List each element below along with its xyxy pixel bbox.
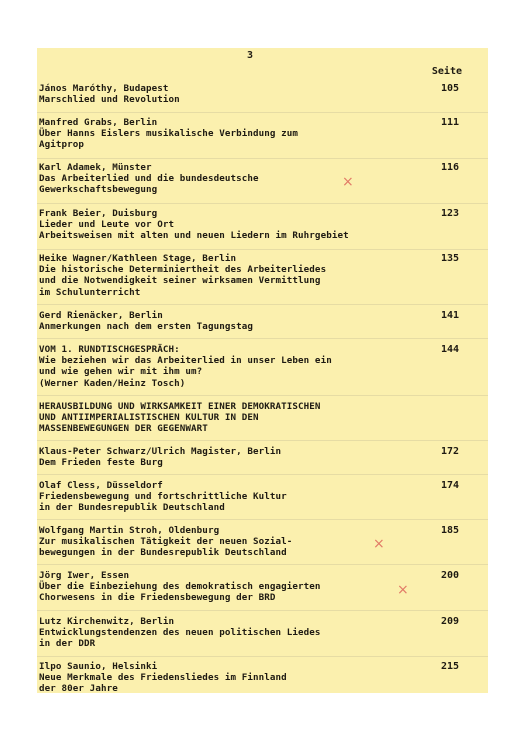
- entry-title-line: der 80er Jahre: [39, 683, 118, 695]
- entry-title-line: Arbeitsweisen mit alten und neuen Liedern im Ruhrgebiet: [39, 230, 349, 242]
- toc-entry: [39, 253, 486, 298]
- entry-title-line: Das Arbeiterlied und die bundesdeutsche: [39, 173, 259, 185]
- entry-separator: [37, 395, 488, 396]
- entry-title-line: Agitprop: [39, 139, 85, 151]
- entry-author: Jörg Iwer, Essen: [39, 570, 130, 581]
- entry-text: [39, 208, 439, 242]
- entry-author: Frank Beier, Duisburg: [39, 208, 158, 219]
- pencil-cross-mark-icon: ×: [342, 174, 354, 190]
- toc-entry: [39, 208, 486, 242]
- entry-title-line: Zur musikalischen Tätigkeit der neuen Sozial-: [39, 536, 293, 548]
- pencil-cross-mark-icon: ×: [373, 536, 385, 552]
- toc-entry: [39, 446, 486, 468]
- entry-text: [39, 401, 439, 435]
- entry-separator: [37, 440, 488, 441]
- toc-section: [39, 401, 486, 435]
- entry-page: 111: [440, 117, 459, 128]
- entry-author: Karl Adamek, Münster: [39, 162, 152, 173]
- toc-entry: [39, 117, 486, 151]
- entry-title-line: und die Notwendigkeit seiner wirksamen Vermittlung: [39, 275, 321, 287]
- entry-title-line: Entwicklungstendenzen des neuen politischen Liedes: [39, 627, 321, 639]
- entry-page: 135: [440, 253, 459, 264]
- entry-separator: [37, 112, 488, 113]
- entry-separator: [37, 158, 488, 159]
- entry-title-line: Dem Frieden feste Burg: [39, 457, 163, 469]
- document-page: [37, 48, 488, 693]
- section-heading: HERAUSBILDUNG UND WIRKSAMKEIT EINER DEMOKRATISCHEN: [39, 401, 321, 412]
- entry-title-line: Anmerkungen nach dem ersten Tagungstag: [39, 321, 253, 333]
- toc-entry: [39, 570, 486, 604]
- entry-title-line: Friedensbewegung und fortschrittliche Kultur: [39, 491, 287, 503]
- entry-text: [39, 480, 439, 514]
- entry-page: 123: [440, 208, 459, 219]
- entry-title-line: Marschlied und Revolution: [39, 94, 180, 106]
- toc-entry: [39, 310, 486, 332]
- pencil-cross-mark-icon: ×: [397, 582, 409, 598]
- toc-entry: [39, 616, 486, 650]
- entry-author: Heike Wagner/Kathleen Stage, Berlin: [39, 253, 237, 264]
- toc-entry: [39, 162, 486, 196]
- entry-author: Manfred Grabs, Berlin: [39, 117, 158, 128]
- entry-text: [39, 162, 439, 196]
- entry-title-line: Neue Merkmale des Friedensliedes im Finnland: [39, 672, 287, 684]
- entry-separator: [37, 610, 488, 611]
- entry-page: 200: [440, 570, 459, 581]
- entry-page: 116: [440, 162, 459, 173]
- entry-title-line: im Schulunterricht: [39, 286, 141, 298]
- entry-separator: [37, 656, 488, 657]
- section-heading: VOM 1. RUNDTISCHGESPRÄCH:: [39, 344, 180, 355]
- toc-entry: [39, 661, 486, 695]
- entry-text: [39, 117, 439, 151]
- entry-title-line: in der DDR: [39, 638, 96, 650]
- entry-text: [39, 310, 439, 332]
- entry-page: 174: [440, 480, 459, 491]
- entry-separator: [37, 249, 488, 250]
- entry-page: 172: [440, 446, 459, 457]
- entry-author: Olaf Cless, Düsseldorf: [39, 480, 163, 491]
- entry-author: Lutz Kirchenwitz, Berlin: [39, 616, 175, 627]
- entry-text: [39, 446, 439, 468]
- entry-page: 105: [440, 83, 459, 94]
- entry-text: [39, 616, 439, 650]
- entry-text: [39, 661, 439, 695]
- section-heading: MASSENBEWEGUNGEN DER GEGENWART: [39, 423, 208, 435]
- entry-title-line: Chorwesens in die Friedensbewegung der BRD: [39, 592, 276, 604]
- entry-text: [39, 83, 439, 105]
- entry-author: Gerd Rienäcker, Berlin: [39, 310, 163, 321]
- entry-title-line: Gewerkschaftsbewegung: [39, 184, 158, 196]
- entry-text: [39, 344, 439, 389]
- entry-text: [39, 570, 439, 604]
- entry-author: Wolfgang Martin Stroh, Oldenburg: [39, 525, 220, 536]
- entry-title-line: und wie gehen wir mit ihm um?: [39, 366, 203, 378]
- entry-page: 215: [440, 661, 459, 672]
- entry-separator: [37, 203, 488, 204]
- toc-entry: [39, 83, 486, 105]
- entry-title-line: Wie beziehen wir das Arbeiterlied in unser Leben ein: [39, 355, 332, 367]
- entry-separator: [37, 304, 488, 305]
- entry-page: 141: [440, 310, 459, 321]
- entry-page: 144: [440, 344, 459, 355]
- entry-text: [39, 253, 439, 298]
- entry-title-line: in der Bundesrepublik Deutschland: [39, 502, 225, 514]
- entry-separator: [37, 564, 488, 565]
- entry-page: 185: [440, 525, 459, 536]
- entry-author: Ilpo Saunio, Helsinki: [39, 661, 158, 672]
- entry-title-line: Die historische Determiniertheit des Arbeiterliedes: [39, 264, 327, 276]
- entry-title-line: Über Hanns Eislers musikalische Verbindung zum: [39, 128, 299, 140]
- entry-page: 209: [440, 616, 459, 627]
- toc-entry: [39, 480, 486, 514]
- entry-author: Klaus-Peter Schwarz/Ulrich Magister, Berlin: [39, 446, 282, 457]
- section-heading: UND ANTIIMPERIALISTISCHEN KULTUR IN DEN: [39, 412, 259, 424]
- entry-author: János Maróthy, Budapest: [39, 83, 169, 94]
- entry-title-line: Lieder und Leute vor Ort: [39, 219, 175, 231]
- page-number: 3: [247, 50, 254, 61]
- entry-title-line: (Werner Kaden/Heinz Tosch): [39, 377, 186, 389]
- page-column-header: Seite: [431, 66, 462, 77]
- entry-title-line: bewegungen in der Bundesrepublik Deutschland: [39, 547, 287, 559]
- toc-entry: [39, 525, 486, 559]
- entry-separator: [37, 474, 488, 475]
- entry-title-line: Über die Einbeziehung des demokratisch engagierten: [39, 581, 321, 593]
- entry-separator: [37, 519, 488, 520]
- entry-separator: [37, 338, 488, 339]
- toc-entry: [39, 344, 486, 389]
